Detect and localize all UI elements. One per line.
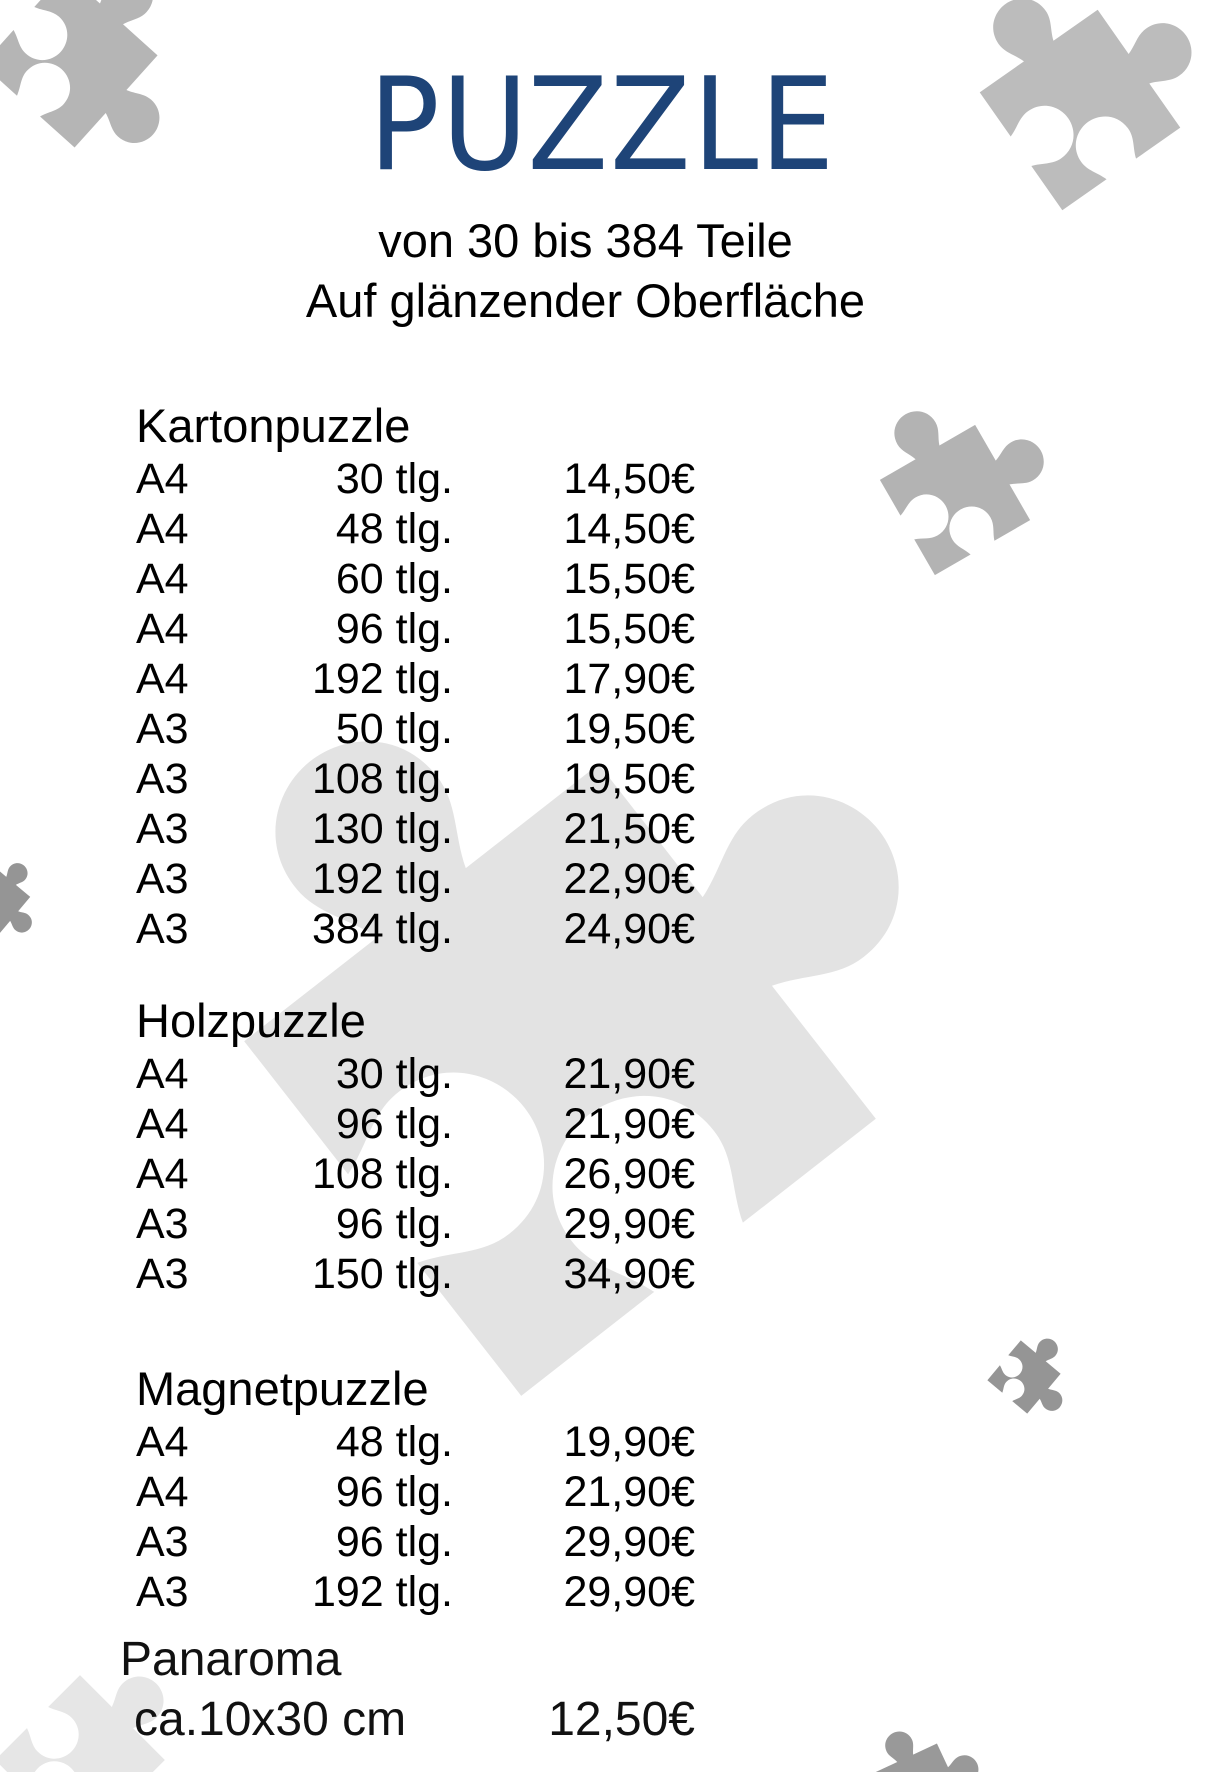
- format-cell: A3: [136, 1200, 189, 1248]
- pieces-cell: 30 tlg.: [335, 1050, 453, 1098]
- price-cell: 21,90€: [563, 1468, 695, 1516]
- pieces-cell: 96 tlg.: [335, 1200, 453, 1248]
- format-cell: A4: [136, 505, 189, 553]
- pieces-cell: 108 tlg.: [311, 1150, 453, 1198]
- price-cell: 19,50€: [563, 755, 695, 803]
- price-cell: 34,90€: [563, 1250, 695, 1298]
- table-row: [0, 1417, 1205, 1467]
- pieces-cell: 96 tlg.: [335, 1100, 453, 1148]
- pieces-cell: 192 tlg.: [311, 655, 453, 703]
- pieces-cell: 48 tlg.: [335, 1418, 453, 1466]
- pieces-cell: 192 tlg.: [311, 1568, 453, 1616]
- table-row: [0, 1049, 1205, 1099]
- format-cell: A3: [136, 905, 189, 953]
- format-cell: A4: [136, 1150, 189, 1198]
- price-cell: 29,90€: [563, 1518, 695, 1566]
- price-cell: 19,90€: [563, 1418, 695, 1466]
- format-cell: A4: [136, 655, 189, 703]
- pieces-cell: 96 tlg.: [335, 1468, 453, 1516]
- table-row: [0, 1517, 1205, 1567]
- table-row: [0, 1249, 1205, 1299]
- table-row: [0, 604, 1205, 654]
- format-cell: A3: [136, 705, 189, 753]
- puzzle-piece-icon: [987, 1324, 1090, 1427]
- price-cell: 14,50€: [563, 505, 695, 553]
- format-cell: A3: [136, 1518, 189, 1566]
- pieces-cell: 96 tlg.: [335, 1518, 453, 1566]
- price-cell: 21,50€: [563, 805, 695, 853]
- section-heading-kartonpuzzle: Kartonpuzzle: [136, 399, 411, 452]
- pieces-cell: 130 tlg.: [311, 805, 453, 853]
- price-cell: 24,90€: [563, 905, 695, 953]
- pieces-cell: 108 tlg.: [311, 755, 453, 803]
- format-cell: A3: [136, 805, 189, 853]
- format-cell: A4: [136, 555, 189, 603]
- price-cell: 21,90€: [563, 1050, 695, 1098]
- table-row: [0, 854, 1205, 904]
- pieces-cell: 48 tlg.: [335, 505, 453, 553]
- pieces-cell: 96 tlg.: [335, 605, 453, 653]
- table-row: [0, 704, 1205, 754]
- price-cell: 21,90€: [563, 1100, 695, 1148]
- table-row: [0, 804, 1205, 854]
- table-row: [0, 1199, 1205, 1249]
- price-cell: 17,90€: [563, 655, 695, 703]
- format-cell: A4: [136, 605, 189, 653]
- pieces-cell: 192 tlg.: [311, 855, 453, 903]
- price-cell: 26,90€: [563, 1150, 695, 1198]
- section-heading-panorama: Panaroma: [120, 1633, 342, 1686]
- price-cell: 19,50€: [563, 705, 695, 753]
- section-heading-holzpuzzle: Holzpuzzle: [136, 994, 366, 1047]
- subtitle-piece-range: von 30 bis 384 Teile: [378, 214, 793, 267]
- table-row: [0, 554, 1205, 604]
- puzzle-piece-icon: [862, 1706, 992, 1772]
- table-row: [0, 1567, 1205, 1617]
- pieces-cell: 30 tlg.: [335, 455, 453, 503]
- pieces-cell: 60 tlg.: [335, 555, 453, 603]
- format-cell: A3: [136, 1250, 189, 1298]
- price-cell: 15,50€: [563, 605, 695, 653]
- panorama-size: ca.10x30 cm: [134, 1693, 407, 1746]
- pieces-cell: 384 tlg.: [311, 905, 453, 953]
- pieces-cell: 50 tlg.: [335, 705, 453, 753]
- table-row: [0, 1467, 1205, 1517]
- table-row: [0, 754, 1205, 804]
- format-cell: A3: [136, 1568, 189, 1616]
- format-cell: A4: [136, 455, 189, 503]
- price-cell: 29,90€: [563, 1568, 695, 1616]
- page-title: PUZZLE: [368, 51, 837, 200]
- format-cell: A4: [136, 1050, 189, 1098]
- price-cell: 15,50€: [563, 555, 695, 603]
- table-row: [0, 904, 1205, 954]
- price-cell: 29,90€: [563, 1200, 695, 1248]
- format-cell: A3: [136, 755, 189, 803]
- table-row: [0, 454, 1205, 504]
- table-row: [0, 654, 1205, 704]
- pieces-cell: 150 tlg.: [311, 1250, 453, 1298]
- format-cell: A3: [136, 855, 189, 903]
- subtitle-surface: Auf glänzender Oberfläche: [305, 274, 866, 327]
- format-cell: A4: [136, 1100, 189, 1148]
- table-row: [0, 1149, 1205, 1199]
- panorama-price: 12,50€: [548, 1693, 695, 1746]
- table-row: [0, 1099, 1205, 1149]
- price-cell: 14,50€: [563, 455, 695, 503]
- format-cell: A4: [136, 1418, 189, 1466]
- price-cell: 22,90€: [563, 855, 695, 903]
- table-row: [0, 504, 1205, 554]
- section-heading-magnetpuzzle: Magnetpuzzle: [136, 1362, 429, 1415]
- format-cell: A4: [136, 1468, 189, 1516]
